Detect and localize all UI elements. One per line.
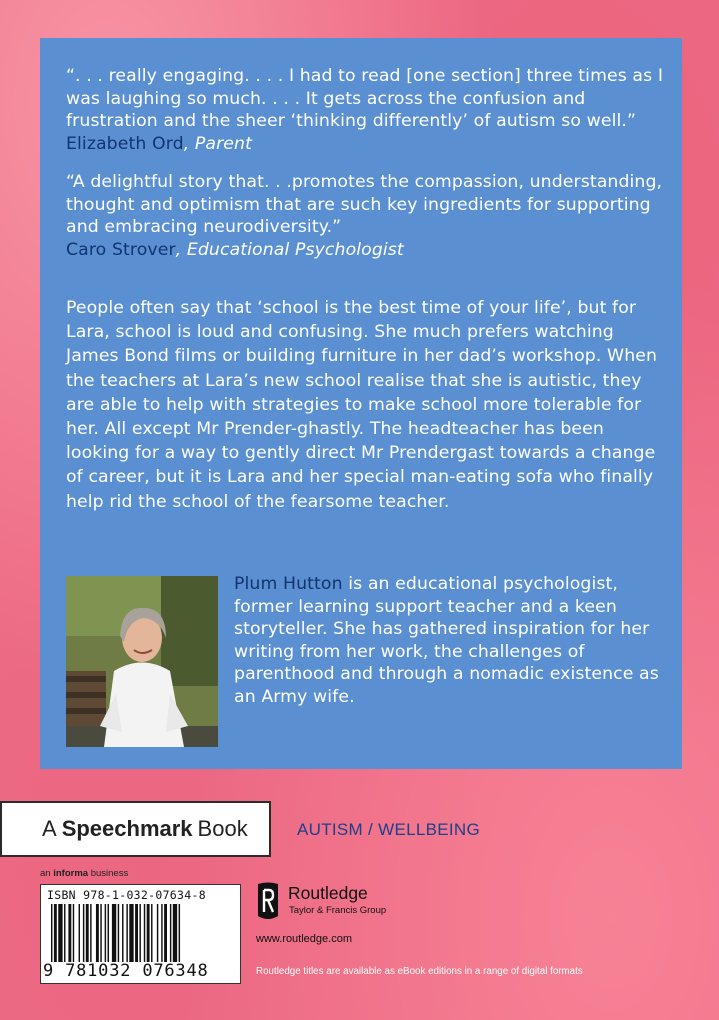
barcode-bar <box>126 904 127 962</box>
barcode-bar <box>86 904 89 962</box>
barcode-bar <box>179 904 180 962</box>
reviewer-role: , Parent <box>183 133 252 154</box>
informa-tagline <box>40 868 128 879</box>
review-quote <box>66 65 666 155</box>
imprint-logo <box>0 801 271 857</box>
barcode-bar <box>105 904 106 962</box>
barcode-bar <box>90 904 91 962</box>
reviewer-role: , Educational Psychologist <box>175 239 404 260</box>
routledge-logo-icon <box>256 882 280 922</box>
barcode-bar <box>122 904 123 962</box>
quote-text: “. . . really engaging. . . . I had to read [one section] three times as I was laughing so much. . . . It gets across the confusion and frustration and the sheer ‘thinking differently’ of autism so well.” <box>66 66 664 131</box>
barcode-bar <box>144 904 145 962</box>
barcode-bar <box>129 904 133 962</box>
review-quote <box>66 171 666 261</box>
quote-attribution <box>66 239 666 262</box>
barcode-bar <box>164 904 167 962</box>
imprint-brand: Speechmark <box>61 816 193 841</box>
informa-prefix: an <box>40 868 51 879</box>
quote-text: “A delightful story that. . .promotes the compassion, understanding, thought and optimism that are such key ingredients for supporting and embracing neurodiversity.” <box>66 172 663 237</box>
isbn-label: ISBN 978-1-032-07634-8 <box>47 888 206 902</box>
barcode-bar <box>108 904 109 962</box>
book-description: People often say that ‘school is the best time of your life’, but for Lara, school is loud and confusing. She much prefers watching James Bond films or building furniture in her dad’s workshop. When the teachers at Lara’s new school realise that she is autistic, they are able to help with strategies to make school more tolerable for her. All except Mr Prender-ghastly. The headteacher has been looking for a way to gently direct Mr Prendergast towards a change of career, but it is Lara and her special man-eating sofa who finally help rid the school of the fearsome teacher. <box>66 298 658 512</box>
barcode-bar <box>139 904 140 962</box>
barcode-bar <box>100 904 101 962</box>
barcode-bar <box>51 904 52 962</box>
reviewer-name: Caro Strover <box>66 239 176 260</box>
barcode-bar <box>64 904 65 962</box>
barcode-bar <box>68 904 71 962</box>
barcode-bar <box>147 904 150 962</box>
publisher-name: Routledge <box>288 883 368 903</box>
barcode-bar <box>161 904 162 962</box>
barcode-bar <box>79 904 80 962</box>
barcode-digits: 9 781032 076348 <box>43 961 209 981</box>
barcode-bar <box>83 904 84 962</box>
quote-attribution <box>66 133 666 156</box>
author-name: Plum Hutton <box>234 574 343 594</box>
author-bio-text: is an educational psychologist, former learning support teacher and a keen storyteller. She has gathered inspiration for her writing from her work, the challenges of parenthood and through a nomadic existence as an Army wife. <box>234 574 659 707</box>
barcode-bar <box>118 904 119 962</box>
barcode-bar <box>96 904 99 962</box>
publisher-url[interactable]: www.routledge.com <box>256 933 352 945</box>
barcode-bar <box>135 904 138 962</box>
barcode-bar <box>112 904 116 962</box>
author-photo <box>66 576 218 747</box>
reviewer-name: Elizabeth Ord <box>66 133 184 154</box>
subject-category: AUTISM / WELLBEING <box>297 820 480 839</box>
imprint-suffix: Book <box>197 816 248 841</box>
barcode-bar <box>58 904 62 962</box>
isbn-barcode <box>40 884 241 984</box>
informa-brand: informa <box>53 868 89 879</box>
barcode-bars <box>51 904 233 962</box>
imprint-prefix: A <box>42 816 57 841</box>
informa-suffix: business <box>90 868 129 879</box>
author-bio <box>234 573 664 708</box>
blurb-panel <box>40 38 682 769</box>
barcode-bar <box>170 904 171 962</box>
barcode-bar <box>54 904 57 962</box>
publisher-group: Taylor & Francis Group <box>289 905 387 916</box>
ebook-note: Routledge titles are available as eBook editions in a range of digital formats <box>256 966 583 977</box>
barcode-bar <box>173 904 177 962</box>
barcode-bar <box>157 904 158 962</box>
barcode-bar <box>73 904 74 962</box>
barcode-bar <box>151 904 152 962</box>
